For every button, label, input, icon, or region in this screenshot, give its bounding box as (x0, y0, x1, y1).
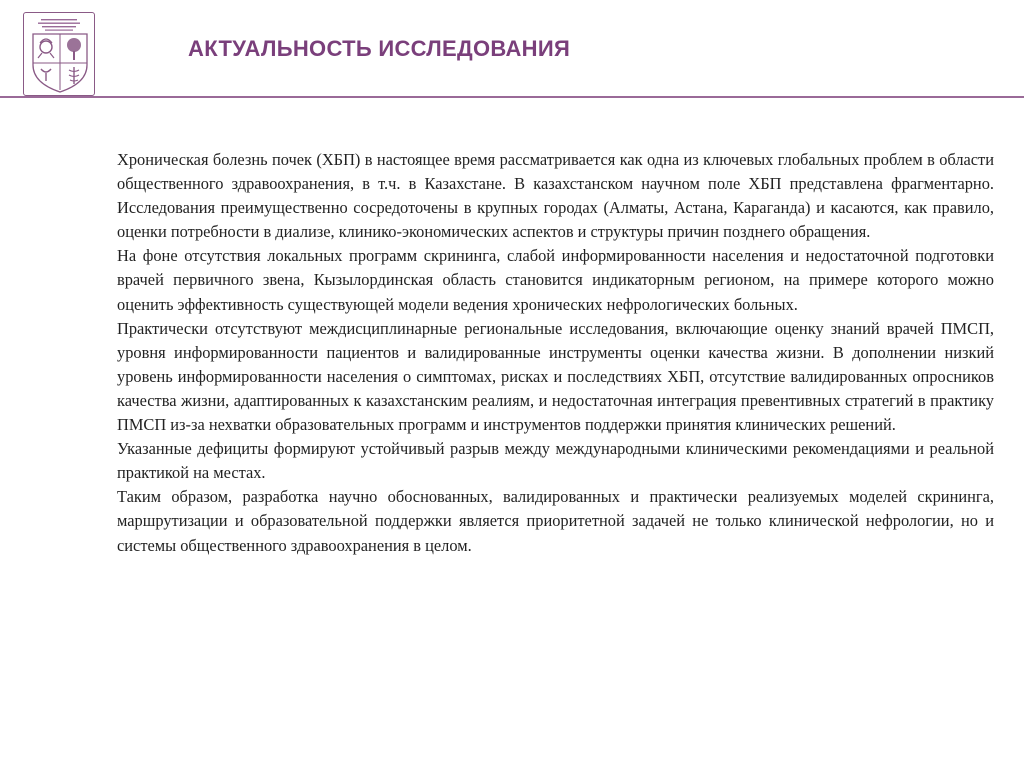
page-title: АКТУАЛЬНОСТЬ ИССЛЕДОВАНИЯ (188, 36, 571, 61)
paragraph: На фоне отсутствия локальных программ скрининга, слабой информированности населения и недостаточной подготовки врачей первичного звена, Кызылординская область становится индикаторным регионом, на примере которого можно оценить эффективность существующей модели ведения хронических нефрологических больных. (117, 246, 994, 314)
paragraph: Таким образом, разработка научно обоснованных, валидированных и практически реализуемых моделей скрининга, маршрутизации и образовательной поддержки является приоритетной задачей не только клинической нефрологии, но и системы общественного здравоохранения в целом. (117, 487, 994, 555)
paragraph: Практически отсутствуют междисциплинарные региональные исследования, включающие оценку знаний врачей ПМСП, уровня информированности пациентов и валидированные инструменты оценки качества жизни. В дополнении низкий уровень информированности населения о симптомах, рисках и последствиях ХБП, отсутствие валидированных опросников качества жизни, адаптированных к казахстанским реалиям, и недостаточная интеграция превентивных стратегий в практику ПМСП из-за нехватки образовательных программ и инструментов поддержки принятия клинических решений. (117, 318, 994, 435)
title-divider (0, 96, 1024, 98)
university-seal-icon (23, 12, 95, 96)
paragraph: Указанные дефициты формируют устойчивый разрыв между международными клиническими рекомендациями и реальной практикой на местах. (117, 439, 994, 483)
body-text (117, 148, 994, 558)
paragraph: Хроническая болезнь почек (ХБП) в настоящее время рассматривается как одна из ключевых глобальных проблем в области общественного здравоохранения, в т.ч. в Казахстане. В казахстанском научном поле ХБП представлена фрагментарно. Исследования преимущественно сосредоточены в крупных городах (Алматы, Астана, Караганда) и касаются, как правило, оценки потребности в диализе, клинико-экономических аспектов и структуры причин позднего обращения. (117, 150, 994, 242)
